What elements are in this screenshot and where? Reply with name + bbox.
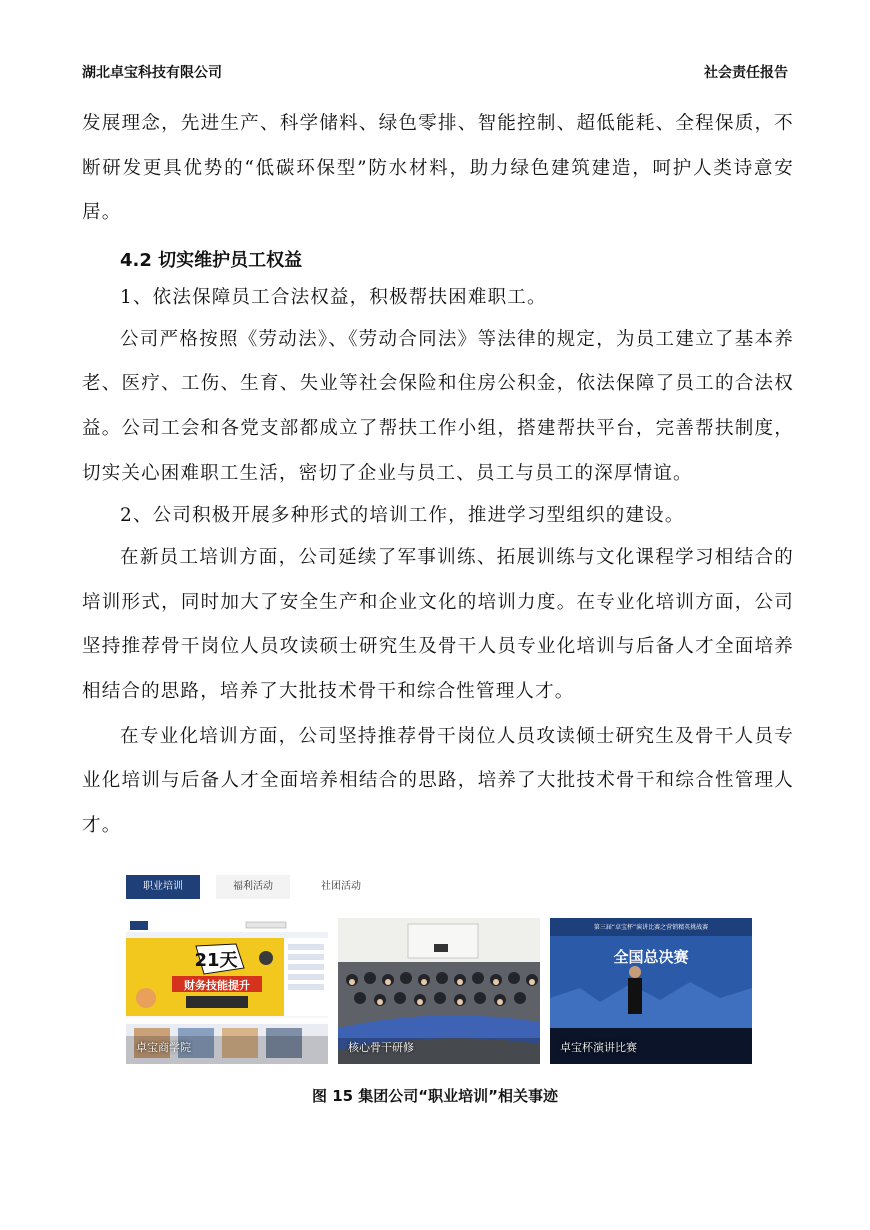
photo-business-school <box>126 918 328 1064</box>
report-title: 社会责任报告 <box>704 65 788 81</box>
tab-welfare-activities[interactable]: 福利活动 <box>216 875 290 899</box>
poster-subtitle: 财务技能提升 <box>184 979 250 992</box>
paragraph-professional-training: 在专业化培训方面，公司坚持推荐骨干岗位人员攻读倾士研究生及骨干人员专业化培训与后备人才全面培养相结合的思路，培养了大批技术骨干和综合性管理人才。 <box>82 725 794 836</box>
photo-caption-business-school: 卓宝商学院 <box>136 1041 191 1054</box>
photo-caption-core-staff: 核心骨干研修 <box>348 1041 414 1054</box>
list-item-1: 1、依法保障员工合法权益，积极帮扶困难职工。 <box>120 286 547 308</box>
page-header <box>82 62 788 82</box>
figure-caption: 图 15 集团公司“职业培训”相关事迹 <box>311 1087 559 1105</box>
poster-headline: 21天 <box>194 950 238 971</box>
company-name: 湖北卓宝科技有限公司 <box>82 65 222 81</box>
body-text <box>82 102 794 848</box>
stage-banner-top: 第三届“卓宝杯”演讲比赛之营销精英挑战赛 <box>593 924 709 931</box>
stage-banner-main: 全国总决赛 <box>613 948 689 966</box>
tab-vocational-training[interactable]: 职业培训 <box>126 875 200 899</box>
photo-caption-speech-contest: 卓宝杯演讲比赛 <box>560 1041 637 1054</box>
tab-club-activities[interactable]: 社团活动 <box>321 881 361 892</box>
intro-paragraph: 发展理念，先进生产、科学储料、绿色零排、智能控制、超低能耗、全程保质，不断研发更具优势的“低碳环保型”防水材料，助力绿色建筑建造，呵护人类诗意安居。 <box>82 113 794 224</box>
paragraph-new-staff-training: 在新员工培训方面，公司延续了军事训练、拓展训练与文化课程学习相结合的培训形式，同时加大了安全生产和企业文化的培训力度。在专业化培训方面，公司坚持推荐骨干岗位人员攻读硕士研究生及骨干人员专业化培训与后备人才全面培养相结合的思路，培养了大批技术骨干和综合性管理人才。 <box>82 547 794 702</box>
photo-speech-contest <box>550 918 752 1064</box>
list-item-2: 2、公司积极开展多种形式的培训工作，推进学习型组织的建设。 <box>120 505 685 527</box>
header-rule <box>82 88 788 89</box>
photo-core-staff-training <box>338 918 540 1064</box>
section-heading: 4.2 切实维护员工权益 <box>120 249 303 271</box>
paragraph-labor-rights: 公司严格按照《劳动法》、《劳动合同法》等法律的规定，为员工建立了基本养老、医疗、工伤、生育、失业等社会保险和住房公积金，依法保障了员工的合法权益。公司工会和各党支部都成立了帮扶工作小组，搭建帮扶平台，完善帮扶制度，切实关心困难职工生活，密切了企业与员工、员工与员工的深厚情谊。 <box>82 328 794 484</box>
